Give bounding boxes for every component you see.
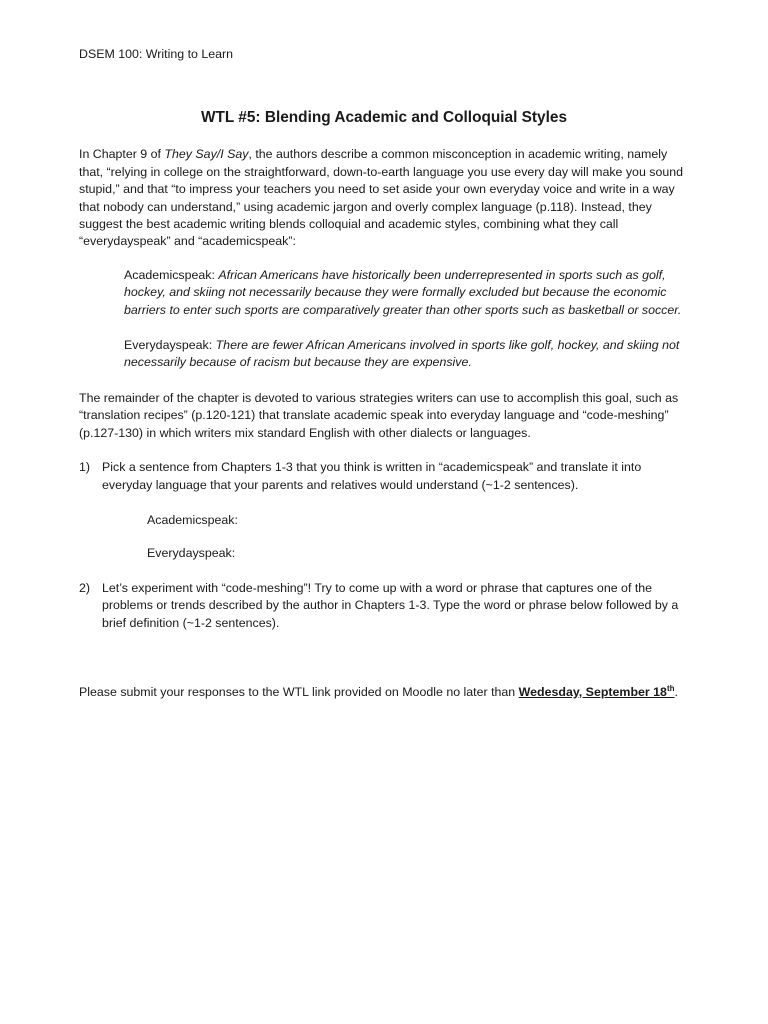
- question-list: [79, 459, 691, 632]
- everydayspeak-example-text: There are fewer African Americans involved in sports like golf, hockey, and skiing not necessarily because of racism but because they are expensive.: [124, 338, 680, 370]
- academicspeak-answer-label: Academicspeak:: [147, 512, 238, 527]
- academicspeak-example-text: African Americans have historically been underrepresented in sports such as golf, hockey, and skiing not necessarily because they were formally excluded but because the economic barriers to enter such sports are comparatively greater than other sports such as basketball or soccer.: [124, 267, 682, 317]
- deadline-date: Wedesday, September 18th: [518, 683, 675, 699]
- intro-paragraph: [79, 146, 691, 250]
- submission-instructions: [79, 684, 691, 701]
- everydayspeak-example: [124, 337, 691, 372]
- question-2: [79, 580, 691, 632]
- everydayspeak-example-label: Everydayspeak:: [124, 338, 216, 353]
- course-header: DSEM 100: Writing to Learn: [79, 47, 234, 61]
- submission-text: Please submit your responses to the WTL link provided on Moodle no later than: [79, 684, 519, 699]
- deadline-ordinal-suffix: th: [666, 683, 675, 693]
- question-number: 1): [79, 460, 91, 475]
- submission-end: .: [674, 684, 678, 699]
- academicspeak-example: [124, 267, 691, 319]
- book-title: They Say/I Say: [164, 147, 249, 162]
- intro-lead: In Chapter 9 of: [79, 147, 165, 162]
- question-body: [102, 459, 691, 563]
- document-page: [79, 46, 691, 701]
- question-1: [79, 459, 691, 563]
- question-text: Let’s experiment with “code-meshing”! Try to come up with a word or phrase that captures one of the problems or trends described by the author in Chapters 1-3. Type the word or phrase below followed by a brief definition (~1-2 sentences).: [102, 580, 679, 630]
- question-number: 2): [79, 580, 91, 595]
- question-text: Pick a sentence from Chapters 1-3 that you think is written in “academicspeak” and translate it into everyday language that your parents and relatives would understand (~1-2 sentences).: [102, 460, 642, 492]
- question-body: [102, 580, 691, 632]
- remainder-paragraph: The remainder of the chapter is devoted to various strategies writers can use to accomplish this goal, such as “translation recipes” (p.120-121) that translate academic speak into everyday language and “code-meshing” (p.127-130) in which writers mix standard English with other dialects or languages.: [79, 390, 679, 440]
- assignment-title: WTL #5: Blending Academic and Colloquial Styles: [200, 109, 567, 127]
- intro-body: , the authors describe a common misconception in academic writing, namely that, “relying in college on the straightforward, down-to-earth language you use every day will make you sound stupid,” and that “to impress your teachers you need to set aside your own everyday voice and write in a way that nobody can understand,” using academic jargon and overly complex language (p.118). Instead, they suggest the best academic writing blends colloquial and academic styles, combining what they call “everydayspeak” and “academicspeak”:: [79, 147, 684, 249]
- academicspeak-example-label: Academicspeak:: [124, 267, 219, 282]
- everydayspeak-answer-label: Everydayspeak:: [147, 546, 236, 561]
